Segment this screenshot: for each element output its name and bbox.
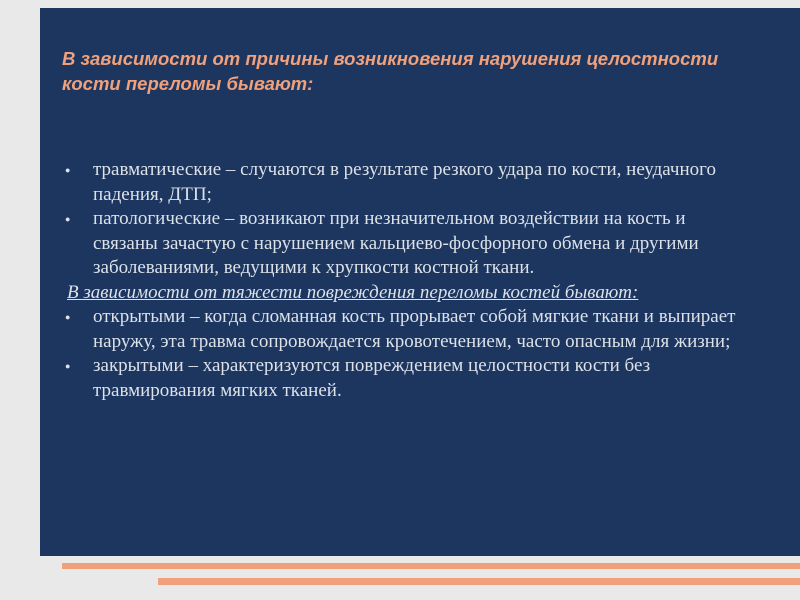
bullet-icon: ●	[65, 165, 71, 175]
list-item-text: открытыми – когда сломанная кость прорывает собой мягкие ткани и выпирает наружу, эта травма сопровождается кровотечением, часто опасным для жизни;	[93, 306, 736, 352]
accent-stripe-bottom	[158, 578, 800, 585]
bullet-icon: ●	[65, 361, 71, 371]
list-item	[62, 305, 752, 354]
list-item	[62, 158, 752, 207]
list-item-text: патологические – возникают при незначительном воздействии на кость и связаны зачастую с нарушением кальциево-фосфорного обмена и другими заболеваниями, ведущими к хрупкости костной ткани.	[93, 208, 699, 278]
accent-stripe-top	[62, 563, 800, 569]
list-item-text: травматические – случаются в результате резкого удара по кости, неудачного падения, ДТП;	[93, 159, 716, 205]
slide-body	[62, 158, 752, 403]
list-item	[62, 207, 752, 281]
list-item-text: закрытыми – характеризуются повреждением целостности кости без травмирования мягких тканей.	[93, 355, 651, 401]
section-heading: В зависимости от тяжести повреждения переломы костей бывают:	[67, 281, 639, 303]
bullet-icon: ●	[65, 312, 71, 322]
list-item	[62, 354, 752, 403]
slide-title: В зависимости от причины возникновения нарушения целостности кости переломы бывают:	[62, 48, 719, 94]
bullet-icon: ●	[65, 214, 71, 224]
